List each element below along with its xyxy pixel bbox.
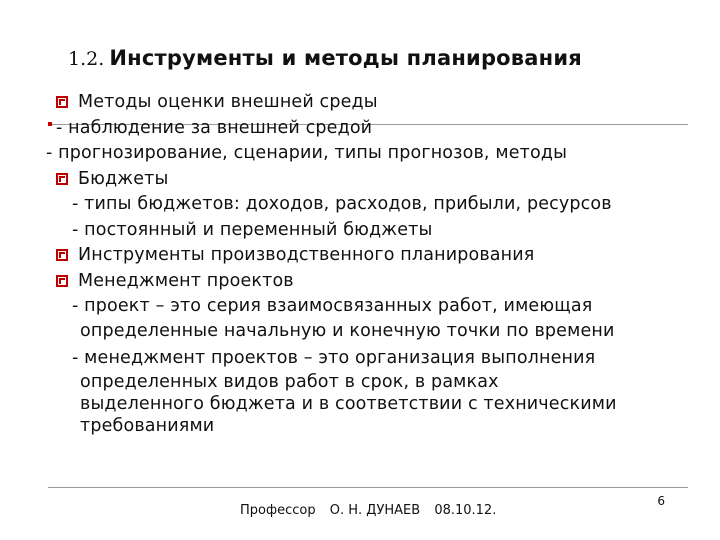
subitem-text: - наблюдение за внешней средой [56, 117, 373, 138]
list-item [56, 167, 696, 193]
checkbox-bullet-icon [56, 96, 68, 108]
subitem-text: - менеджмент проектов – это организация выполнения [72, 347, 596, 368]
list-subitem-continuation [56, 320, 696, 342]
item-text: Менеджмент проектов [78, 270, 294, 291]
title-text: Инструменты и методы планирования [109, 46, 582, 70]
subitem-text: определенные начальную и конечную точки по времени [80, 320, 615, 341]
footer-role: Профессор [240, 503, 316, 518]
list-subitem [56, 218, 696, 244]
bottom-divider [48, 487, 688, 488]
item-text: Инструменты производственного планирования [78, 245, 535, 265]
footer-date: 08.10.12. [434, 503, 497, 518]
checkbox-bullet-icon [56, 173, 68, 185]
list-item [56, 269, 696, 295]
subitem-text: - типы бюджетов: доходов, расходов, прибыли, ресурсов [72, 194, 612, 214]
subitem-text: - постоянный и переменный бюджеты [72, 219, 433, 240]
footer [240, 503, 506, 518]
slide-body [46, 90, 696, 437]
checkbox-bullet-icon [56, 275, 68, 287]
page-number: 6 [657, 494, 665, 508]
list-subitem-continuation [56, 393, 696, 415]
list-subitem-continuation [56, 415, 696, 437]
item-text: Бюджеты [78, 168, 169, 189]
subitem-text: - проект – это серия взаимосвязанных работ, имеющая [72, 296, 593, 316]
list-subitem [56, 116, 696, 142]
subitem-text: - прогнозирование, сценарии, типы прогнозов, методы [46, 143, 568, 163]
list-subitem [56, 346, 696, 372]
list-subitem [56, 294, 696, 320]
list-subitem [56, 192, 696, 218]
item-text: Методы оценки внешней среды [78, 92, 378, 112]
footer-author: О. Н. ДУНАЕВ [329, 503, 421, 518]
list-item [56, 90, 696, 116]
subitem-text: требованиями [80, 416, 215, 436]
checkbox-bullet-icon [56, 249, 68, 261]
subitem-text: выделенного бюджета и в соответствии с техническими [80, 394, 617, 414]
section-number: 1.2. [68, 48, 105, 70]
list-item [56, 243, 696, 269]
list-subitem [46, 141, 696, 167]
slide-title [68, 46, 582, 70]
subitem-text: определенных видов работ в срок, в рамках [80, 372, 499, 392]
divider-accent [48, 122, 52, 126]
list-subitem-continuation [56, 371, 696, 393]
